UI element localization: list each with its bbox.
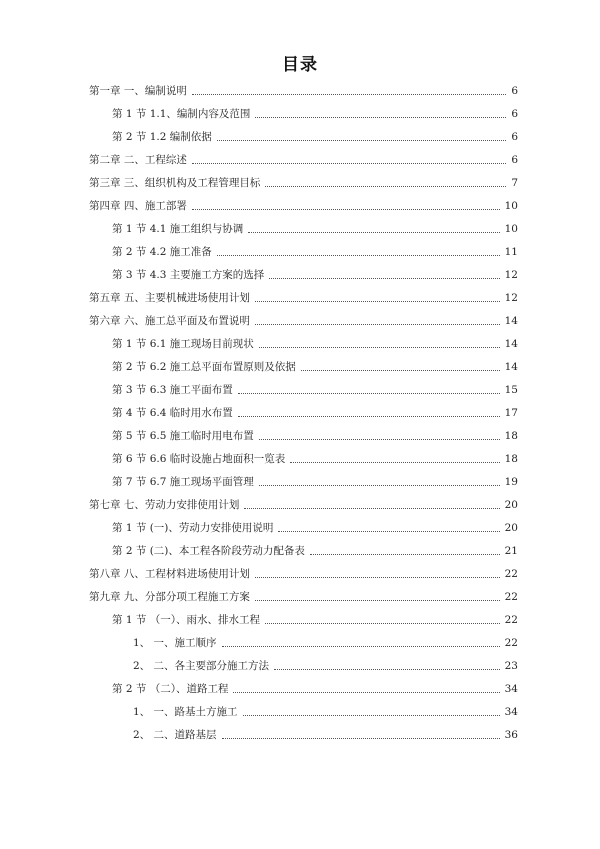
toc-entry[interactable] bbox=[133, 655, 518, 673]
toc-leader-dots bbox=[274, 668, 500, 670]
toc-leader-dots bbox=[192, 162, 506, 164]
toc-entry-page: 14 bbox=[504, 361, 518, 373]
toc-entry[interactable] bbox=[89, 149, 518, 167]
toc-leader-dots bbox=[269, 277, 499, 279]
toc-leader-dots bbox=[217, 254, 500, 256]
toc-leader-dots bbox=[259, 484, 500, 486]
toc-entry-page: 14 bbox=[504, 315, 518, 327]
toc-entry-page: 22 bbox=[504, 591, 518, 603]
toc-entry-text: 1、 一、施工顺序 bbox=[133, 637, 217, 649]
toc-entry[interactable] bbox=[89, 494, 518, 512]
toc-entry-text: 第三章 三、组织机构及工程管理目标 bbox=[89, 177, 261, 189]
toc-leader-dots bbox=[265, 185, 506, 187]
toc-leader-dots bbox=[233, 691, 499, 693]
toc-leader-dots bbox=[243, 714, 500, 716]
toc-entry-text: 第 4 节 6.4 临时用水布置 bbox=[112, 407, 233, 419]
toc-entry[interactable] bbox=[89, 563, 518, 581]
toc-entry[interactable] bbox=[89, 195, 518, 213]
toc-entry-text: 2、 二、道路基层 bbox=[133, 729, 217, 741]
toc-entry-page: 34 bbox=[504, 683, 518, 695]
toc-entry-text: 第 2 节 (二)、本工程各阶段劳动力配备表 bbox=[112, 545, 305, 557]
toc-leader-dots bbox=[222, 645, 500, 647]
toc-leader-dots bbox=[255, 323, 500, 325]
toc-entry-text: 第四章 四、施工部署 bbox=[89, 200, 187, 212]
toc-entry[interactable] bbox=[112, 264, 518, 282]
toc-entry-text: 第 1 节 6.1 施工现场目前现状 bbox=[112, 338, 254, 350]
toc-leader-dots bbox=[217, 139, 507, 141]
toc-entry[interactable] bbox=[112, 609, 518, 627]
toc-entry-page: 6 bbox=[511, 154, 518, 166]
toc-entry-page: 10 bbox=[504, 200, 518, 212]
toc-entry-page: 6 bbox=[511, 131, 518, 143]
toc-entry[interactable] bbox=[133, 632, 518, 650]
toc-entry[interactable] bbox=[112, 402, 518, 420]
toc-entry-text: 第九章 九、分部分项工程施工方案 bbox=[89, 591, 250, 603]
toc-entry-page: 14 bbox=[504, 338, 518, 350]
toc-leader-dots bbox=[265, 622, 500, 624]
toc-entry-text: 1、 一、路基土方施工 bbox=[133, 706, 238, 718]
toc-entry-page: 17 bbox=[504, 407, 518, 419]
toc-entry-text: 第二章 二、工程综述 bbox=[89, 154, 187, 166]
toc-entry-page: 10 bbox=[504, 223, 518, 235]
toc-entry[interactable] bbox=[112, 356, 518, 374]
toc-entry[interactable] bbox=[89, 310, 518, 328]
toc-entry-text: 第 1 节 1.1、编制内容及范围 bbox=[112, 108, 251, 120]
toc-entry-page: 6 bbox=[511, 108, 518, 120]
toc-entry[interactable] bbox=[89, 287, 518, 305]
toc-entry[interactable] bbox=[112, 517, 518, 535]
toc-entry[interactable] bbox=[112, 425, 518, 443]
toc-entry-page: 18 bbox=[504, 430, 518, 442]
toc-entry-text: 第 1 节 (一)、劳动力安排使用说明 bbox=[112, 522, 274, 534]
toc-leader-dots bbox=[222, 737, 500, 739]
toc-entry-page: 22 bbox=[504, 568, 518, 580]
toc-entry-text: 第 3 节 6.3 施工平面布置 bbox=[112, 384, 233, 396]
toc-entry[interactable] bbox=[112, 471, 518, 489]
toc-entry[interactable] bbox=[112, 333, 518, 351]
toc-leader-dots bbox=[192, 208, 500, 210]
toc-entry[interactable] bbox=[133, 724, 518, 742]
toc-entry[interactable] bbox=[89, 586, 518, 604]
toc-entry-text: 第六章 六、施工总平面及布置说明 bbox=[89, 315, 250, 327]
toc-leader-dots bbox=[278, 530, 499, 532]
toc-entry[interactable] bbox=[112, 218, 518, 236]
toc-entry-page: 20 bbox=[504, 499, 518, 511]
toc-leader-dots bbox=[259, 438, 500, 440]
toc-entry[interactable] bbox=[89, 80, 518, 98]
toc-entry-page: 18 bbox=[504, 453, 518, 465]
toc-entry-page: 23 bbox=[504, 660, 518, 672]
toc-entry-text: 第 2 节 6.2 施工总平面布置原则及依据 bbox=[112, 361, 296, 373]
toc-entry-text: 第 2 节 4.2 施工准备 bbox=[112, 246, 212, 258]
toc-title: 目录 bbox=[282, 55, 318, 75]
toc-entry-page: 20 bbox=[504, 522, 518, 534]
toc-leader-dots bbox=[310, 553, 500, 555]
toc-entry-page: 22 bbox=[504, 614, 518, 626]
toc-entry-page: 6 bbox=[511, 85, 518, 97]
toc-entry-text: 第 5 节 6.5 施工临时用电布置 bbox=[112, 430, 254, 442]
toc-entry-page: 11 bbox=[504, 246, 518, 258]
toc-entry-page: 15 bbox=[504, 384, 518, 396]
toc-leader-dots bbox=[192, 93, 506, 95]
toc-entry[interactable] bbox=[112, 241, 518, 259]
toc-entry[interactable] bbox=[112, 540, 518, 558]
toc-entry[interactable] bbox=[112, 379, 518, 397]
toc-entry[interactable] bbox=[89, 172, 518, 190]
toc-entry-text: 第 1 节 （一）、雨水、排水工程 bbox=[112, 614, 260, 626]
toc-entry-text: 第 2 节 （二）、道路工程 bbox=[112, 683, 229, 695]
toc-entry-page: 12 bbox=[504, 292, 518, 304]
toc-entry-page: 34 bbox=[504, 706, 518, 718]
toc-entry-text: 第八章 八、工程材料进场使用计划 bbox=[89, 568, 250, 580]
toc-entry-text: 第七章 七、劳动力安排使用计划 bbox=[89, 499, 240, 511]
toc-entry-page: 19 bbox=[504, 476, 518, 488]
toc-entry-page: 36 bbox=[504, 729, 518, 741]
toc-entry-page: 21 bbox=[504, 545, 518, 557]
toc-leader-dots bbox=[290, 461, 499, 463]
toc-entry-text: 第 2 节 1.2 编制依据 bbox=[112, 131, 212, 143]
toc-entry-text: 第一章 一、编制说明 bbox=[89, 85, 187, 97]
toc-entry[interactable] bbox=[112, 103, 518, 121]
toc-leader-dots bbox=[301, 369, 500, 371]
toc-leader-dots bbox=[255, 576, 500, 578]
toc-entry-page: 7 bbox=[511, 177, 518, 189]
toc-entry-page: 12 bbox=[504, 269, 518, 281]
toc-leader-dots bbox=[255, 116, 506, 118]
toc-entry[interactable] bbox=[112, 126, 518, 144]
toc-entry-text: 第 1 节 4.1 施工组织与协调 bbox=[112, 223, 244, 235]
toc-entry[interactable] bbox=[133, 701, 518, 719]
toc-entry[interactable] bbox=[112, 678, 518, 696]
toc-entry[interactable] bbox=[112, 448, 518, 466]
toc-leader-dots bbox=[238, 415, 500, 417]
toc-entry-text: 2、 二、各主要部分施工方法 bbox=[133, 660, 270, 672]
toc-entry-page: 22 bbox=[504, 637, 518, 649]
toc-entry-text: 第 3 节 4.3 主要施工方案的选择 bbox=[112, 269, 265, 281]
toc-leader-dots bbox=[244, 507, 499, 509]
toc-leader-dots bbox=[248, 231, 499, 233]
toc-leader-dots bbox=[259, 346, 500, 348]
toc-entry-text: 第五章 五、主要机械进场使用计划 bbox=[89, 292, 250, 304]
toc-leader-dots bbox=[255, 300, 500, 302]
toc-leader-dots bbox=[238, 392, 500, 394]
toc-entry-text: 第 7 节 6.7 施工现场平面管理 bbox=[112, 476, 254, 488]
toc-entry-text: 第 6 节 6.6 临时设施占地面积一览表 bbox=[112, 453, 286, 465]
toc-leader-dots bbox=[255, 599, 500, 601]
